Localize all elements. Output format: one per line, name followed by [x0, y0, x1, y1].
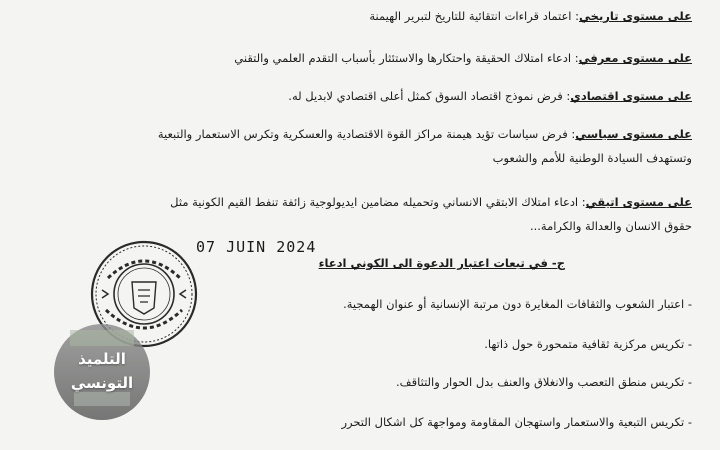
bullet-item: - تكريس مركزية ثقافية متمحورة حول ذاتها.	[484, 337, 692, 351]
watermark-circle-icon	[52, 322, 152, 422]
line-label: على مستوى تاريخي	[579, 9, 692, 23]
text-line-economic	[288, 88, 692, 104]
line-text: حقوق الانسان والعدالة والكرامة...	[529, 219, 692, 233]
text-line-ethical-cont	[530, 218, 692, 234]
watermark-logo	[52, 322, 152, 422]
text-line-ethical	[170, 194, 692, 210]
line-label: على مستوى اتيقي	[585, 195, 692, 209]
line-text: : فرض سياسات تؤيد هيمنة مراكز القوة الاقتصادية والعسكرية وتكرس الاستعمار والتبعية	[157, 127, 576, 141]
text-line-epistemic	[234, 50, 692, 66]
line-text: : ادعاء امتلاك الابتقي الانساني وتحميله مضامين ايديولوجية زائفة تنفط القيم الكونية مثل	[170, 195, 586, 209]
bullet-item: - تكريس منطق التعصب والانغلاق والعنف بدل الحوار والتثاقف.	[396, 375, 692, 389]
text-line-political-cont	[493, 150, 692, 166]
watermark-line2: التونسي	[70, 374, 134, 392]
line-label: على مستوى سياسي	[575, 127, 692, 141]
line-text: : ادعاء امتلاك الحقيقة واحتكارها والاستئثار بأسباب التقدم العلمي والتقني	[234, 51, 579, 65]
line-text: وتستهدف السيادة الوطنية للأمم والشعوب	[492, 151, 692, 165]
line-text: : فرض نموذج اقتصاد السوق كمثل أعلى اقتصادي لابديل له.	[288, 89, 571, 103]
bullet-item: - تكريس التبعية والاستعمار واستهجان المقاومة ومواجهة كل اشكال التحرر	[341, 415, 692, 429]
line-label: على مستوى اقتصادي	[570, 89, 692, 103]
watermark-line1: التلميذ	[78, 350, 126, 368]
text-line-political	[158, 126, 692, 142]
section-heading: ج- في تبعات اعتبار الدعوة الى الكوني ادعاء	[318, 256, 565, 270]
text-line-historical	[369, 8, 692, 24]
line-label: على مستوى معرفي	[578, 51, 692, 65]
line-text: : اعتماد قراءات انتقائية للتاريخ لتبرير الهيمنة	[369, 9, 580, 23]
date-stamp: 07 JUIN 2024	[196, 238, 317, 256]
bullet-item: - اعتبار الشعوب والثقافات المغايرة دون مرتبة الإنسانية أو عنوان الهمجية.	[343, 297, 692, 311]
